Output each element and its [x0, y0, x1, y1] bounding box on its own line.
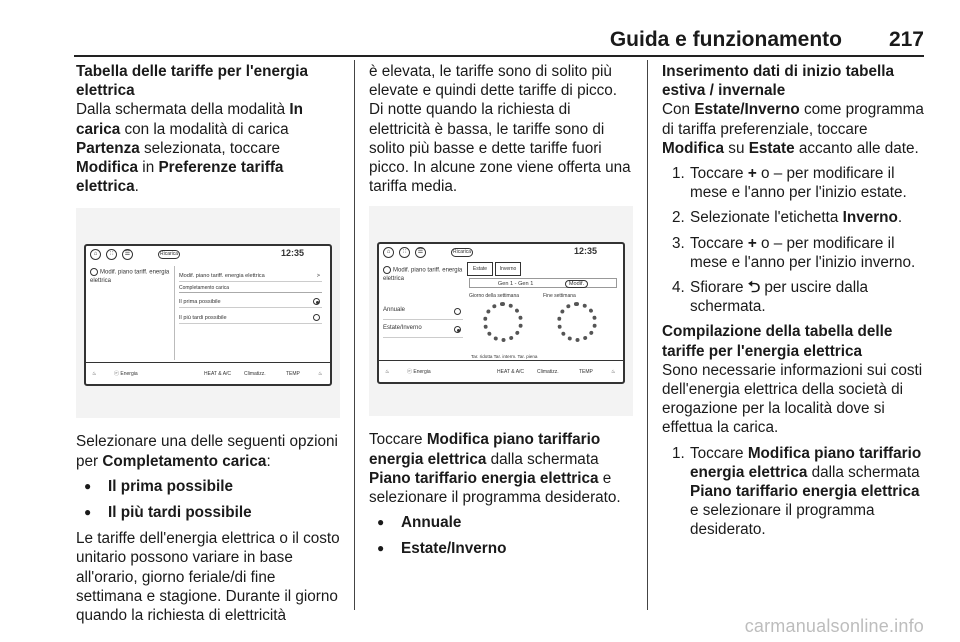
- option-list: [369, 513, 633, 558]
- steps-list: [662, 164, 928, 316]
- radio-icon: [454, 308, 461, 315]
- apps-icon: ∷: [106, 249, 117, 260]
- clock: 12:35: [280, 248, 304, 259]
- screenshot-tariff-preferences: [76, 208, 340, 418]
- radio-icon: [313, 314, 320, 321]
- ricarica-button: Ricarica: [159, 251, 179, 258]
- paragraph: Toccare Modifica piano tariffario energia elettrica dalla schermata Piano tariffario energia elettrica e selezionare il programma desiderato.: [369, 431, 621, 507]
- climate-label: Climatizz.: [244, 371, 266, 378]
- list-item: 4. Sfiorare ⮌ per uscire dalla schermata.: [672, 279, 869, 316]
- paragraph: è elevata, le tariffe sono di solito più elevate e quindi dette tariffe di picco. Di notte quando la richiesta di elettricità è bassa, le tariffe sono di solito più basse e dette tariffe fuori picco. In alcune zone viene offerta una tariffa media.: [369, 63, 631, 196]
- back-arrow-icon: ⮌: [747, 279, 761, 297]
- screenshot-tariff-plan: [369, 206, 633, 416]
- section-label: Completamento carica: [179, 284, 322, 293]
- paragraph: Selezionare una delle seguenti opzioni per Completamento carica:: [76, 433, 338, 470]
- radio-selected-icon: [313, 298, 320, 305]
- apps-icon: ∷: [399, 247, 410, 258]
- temp-label: TEMP: [286, 371, 300, 378]
- paragraph: Sono necessarie informazioni sui costi dell'energia elettrica della società di erogazione per la località dove si effettua la carica.: [662, 361, 923, 437]
- date-range: Gen 1 - Gen 1 Modif.: [469, 278, 617, 288]
- back-icon: [90, 268, 98, 276]
- list-item: 3. Toccare + o – per modificare il mese e l'anno per l'inizio inverno.: [672, 234, 916, 271]
- home-icon: ⌂: [383, 247, 394, 258]
- option-list: [76, 477, 340, 522]
- watermark: carmanualsonline.info: [744, 616, 924, 636]
- screen-top-bar: [86, 246, 330, 264]
- column-1: [76, 62, 340, 625]
- clock: 12:35: [573, 246, 597, 257]
- heat-label: HEAT & A/C: [204, 371, 232, 378]
- weekday-dial: Giorno della settimana: [469, 292, 537, 348]
- paragraph: Dalla schermata della modalità In carica con la modalità di carica Partenza selezionata, toccare Modifica in Preferenze tariffa elettrica.: [76, 101, 304, 196]
- column-divider: [354, 60, 355, 610]
- steps-list: [662, 444, 928, 540]
- climate-bar: [86, 362, 330, 384]
- column-3: [662, 62, 928, 546]
- ricarica-button: Ricarica: [452, 249, 472, 256]
- list-item: ● Il prima possibile: [76, 477, 340, 496]
- list-item: 2. Selezionate l'etichetta Inverno.: [672, 209, 903, 227]
- screen-top-bar: [379, 244, 623, 262]
- column-divider: [647, 60, 648, 610]
- seat-icon: ♨: [318, 371, 323, 378]
- climate-label: Climatizz.: [537, 369, 559, 376]
- back-row: Modif. piano tariff. energia elettrica: [90, 270, 170, 284]
- chevron-right-icon: >: [316, 273, 320, 280]
- list-item: 1. Toccare + o – per modificare il mese e l'anno per l'inizio estate.: [672, 165, 907, 202]
- infotainment-screen: [84, 244, 332, 386]
- favorites-icon: ☰: [415, 247, 426, 258]
- energy-label: ⓔ Energia: [407, 369, 431, 376]
- home-icon: ⌂: [90, 249, 101, 260]
- paragraph: Con Estate/Inverno come programma di tariffa preferenziale, toccare Modifica su Estate accanto alle date.: [662, 101, 924, 157]
- section-title: Guida e funzionamento: [609, 28, 842, 51]
- page-number: 217: [888, 28, 924, 51]
- plan-options: [383, 306, 463, 338]
- header-rule: [74, 55, 924, 57]
- column-2: [369, 62, 633, 566]
- tab-winter: Inverno: [495, 262, 521, 276]
- energy-label: ⓔ Energia: [114, 371, 138, 378]
- tariff-legend: Tar. ridotta Tar. interm. Tar. piena: [471, 354, 538, 360]
- tariff-dial: [483, 302, 523, 342]
- heading-tariff-table: Tabella delle tariffe per l'energia elettrica: [76, 63, 309, 100]
- list-item: ● Estate/Inverno: [369, 539, 633, 558]
- season-tabs: [467, 262, 523, 276]
- option-row: Estate/Inverno: [383, 324, 463, 338]
- heat-label: HEAT & A/C: [497, 369, 525, 376]
- back-row: Modif. piano tariff. energia elettrica: [383, 268, 463, 282]
- radio-selected-icon: [454, 326, 461, 333]
- temp-label: TEMP: [579, 369, 593, 376]
- page-header: [0, 0, 960, 56]
- list-item: ● Annuale: [369, 513, 633, 532]
- option-row: Annuale: [383, 306, 463, 320]
- climate-bar: [379, 360, 623, 382]
- seat-icon: ♨: [385, 369, 390, 376]
- back-icon: [383, 266, 391, 274]
- option-row: Il prima possibile: [179, 296, 322, 308]
- row-edit-plan: Modif. piano tariff. energia elettrica >: [179, 270, 322, 282]
- favorites-icon: ☰: [122, 249, 133, 260]
- seat-icon: ♨: [92, 371, 97, 378]
- infotainment-screen: [377, 242, 625, 384]
- tariff-dial: [557, 302, 597, 342]
- modify-button: Modif.: [565, 280, 588, 288]
- heading-season-dates: Inserimento dati di inizio tabella estiva / invernale: [662, 63, 895, 100]
- list-item: 1. Toccare Modifica piano tariffario energia elettrica dalla schermata Piano tariffario energia elettrica e selezionare il programma desiderato.: [672, 444, 922, 539]
- heading-fill-table: Compilazione della tabella delle tariffe per l'energia elettrica: [662, 323, 893, 360]
- settings-panel: [174, 266, 326, 360]
- weekend-dial: Fine settimana: [543, 292, 611, 348]
- option-row: Il più tardi possibile: [179, 312, 322, 324]
- seat-icon: ♨: [611, 369, 616, 376]
- list-item: ● Il più tardi possibile: [76, 503, 340, 522]
- tab-summer: Estate: [467, 262, 493, 276]
- paragraph: Le tariffe dell'energia elettrica o il costo unitario possono variare in base all'orario, giorno feriale/di fine settimana e stagione. Durante il giorno quando la richiesta di elettricità: [76, 530, 340, 625]
